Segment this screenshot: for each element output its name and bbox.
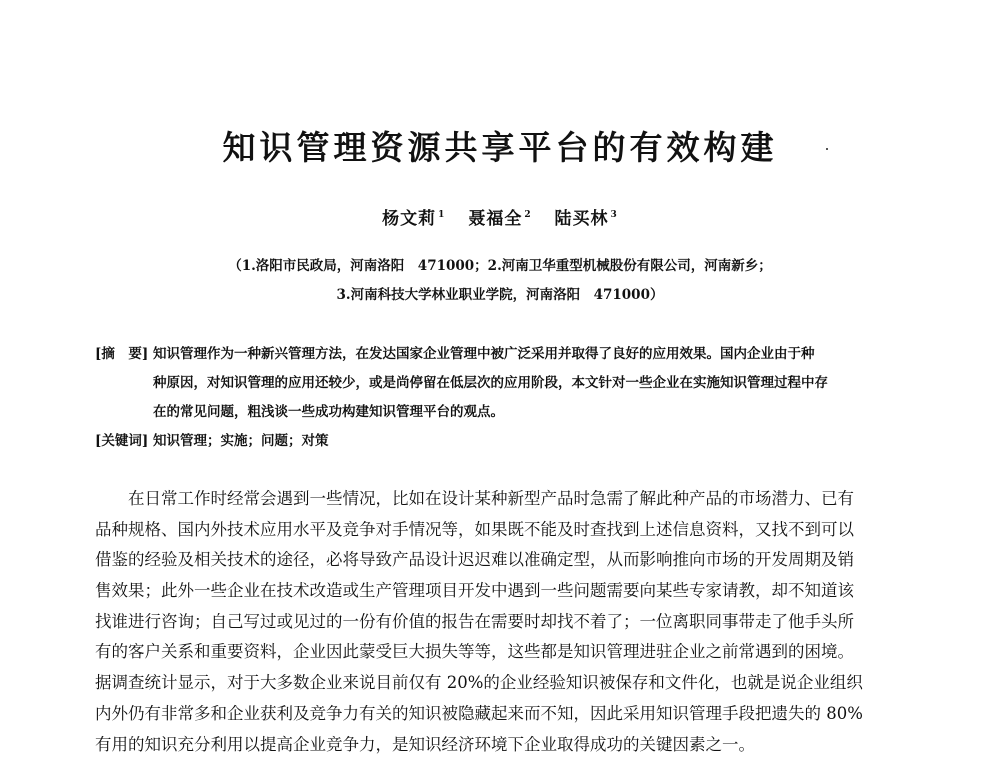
body-line: 售效果；此外一些企业在技术改造或生产管理项目开发中遇到一些问题需要向某些专家请教，却不知道该 [95,581,854,601]
abstract-text: 知识管理作为一种新兴管理方法，在发达国家企业管理中被广泛采用并取得了良好的应用效果。国内企业由于种 [153,346,815,362]
author-3 [555,209,618,229]
author-name: 聂福全 [468,209,523,229]
keywords-label: [关键词] [95,433,149,449]
body-line: 内外仍有非常多和企业获利及竞争力有关的知识被隐藏起来而不知，因此采用知识管理手段把遗失的 80% [95,703,863,723]
keywords-text: 知识管理；实施；问题；对策 [153,433,329,449]
author-sup: 2 [524,210,532,221]
speck-mark [826,148,828,150]
affiliation-line-1: （1.洛阳市民政局，河南洛阳 471000；2.河南卫华重型机械股份有限公司，河南新乡； [228,258,772,274]
body-line: 在日常工作时经常会遇到一些情况，比如在设计某种新型产品时急需了解此种产品的市场潜力、已有 [128,489,854,508]
abstract-line [95,340,915,369]
body-line: 找谁进行咨询；自己写过或见过的一份有价值的报告在需要时却找不着了；一位离职同事带走了他手头所 [95,611,854,631]
abstract-line: 在的常见问题，粗浅谈一些成功构建知识管理平台的观点。 [153,404,504,420]
body-line: 有用的知识充分利用以提高企业竞争力，是知识经济环境下企业取得成功的关键因素之一。 [95,734,755,754]
body-line: 品种规格、国内外技术应用水平及竞争对手情况等，如果既不能及时查找到上述信息资料，又找不到可以 [95,519,854,539]
body-line: 有的客户关系和重要资料，企业因此蒙受巨大损失等等，这些都是知识管理进驻企业之前常遇到的困境。 [95,642,854,662]
abstract-label: [摘 要] [95,346,149,362]
body-paragraph [95,484,915,760]
body-line: 借鉴的经验及相关技术的途径，必将导致产品设计迟迟难以准确定型，从而影响推向市场的开发周期及销 [95,550,854,570]
author-list [0,204,1000,229]
body-line: 据调查统计显示，对于大多数企业来说目前仅有 20%的企业经验知识被保存和文件化，也就是说企业组织 [95,673,863,693]
author-name: 杨文莉 [382,209,437,229]
author-name: 陆买林 [554,209,609,229]
keywords-line [95,427,915,456]
affiliation-line-2: 3.河南科技大学林业职业学院，河南洛阳 471000） [336,287,664,303]
author-2 [468,209,531,229]
author-sup: 3 [610,210,618,221]
abstract-line: 种原因，对知识管理的应用还较少，或是尚停留在低层次的应用阶段，本文针对一些企业在实施知识管理过程中存 [153,375,828,391]
abstract-block [95,340,915,456]
author-1 [382,209,445,229]
author-sup: 1 [438,210,446,221]
paper-title: 知识管理资源共享平台的有效构建 [222,128,778,167]
